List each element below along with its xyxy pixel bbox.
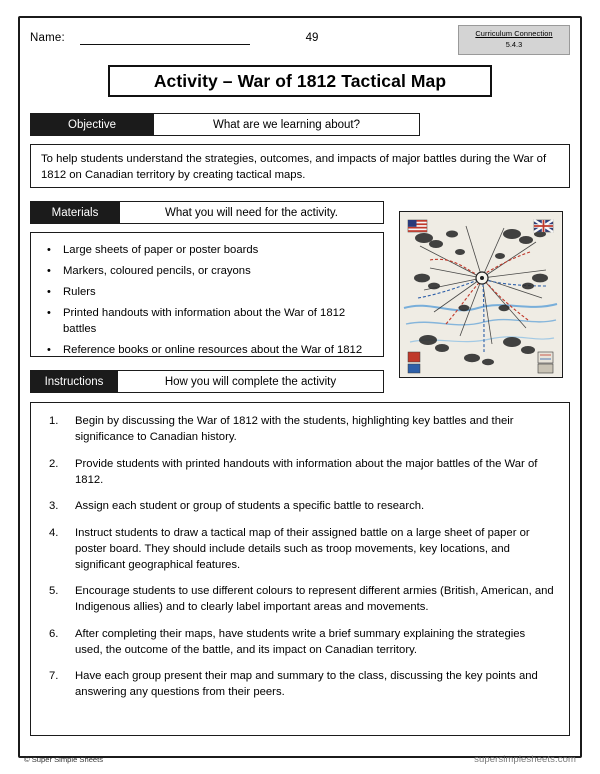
list-item [45, 413, 555, 445]
instructions-tag: Instructions [30, 370, 118, 393]
page-number: 49 [305, 32, 319, 44]
tactical-map-illustration [399, 211, 563, 378]
instructions-description: How you will complete the activity [118, 370, 384, 393]
materials-tag: Materials [30, 201, 120, 224]
step-number: 1. [49, 415, 59, 427]
step-number: 5. [49, 585, 59, 597]
map-artwork [400, 212, 561, 376]
list-item-label: Reference books or online resources about the War of 1812 [63, 343, 363, 356]
bullet-icon: • [47, 244, 51, 256]
list-item [45, 583, 555, 615]
site-url: supersimplesheets.com [474, 754, 576, 765]
activity-title-box [108, 65, 492, 97]
page-header [30, 28, 570, 58]
list-item [45, 668, 555, 700]
list-item [45, 498, 555, 514]
bullet-icon: • [47, 265, 51, 277]
list-item [41, 285, 375, 301]
list-item [41, 343, 375, 359]
step-text: After completing their maps, have students write a brief summary explaining the strategies used, the outcome of the battle, and its impact on Canadian territory. [75, 627, 526, 656]
list-item [45, 456, 555, 488]
name-input-line[interactable] [80, 44, 250, 45]
page-title: Activity – War of 1812 Tactical Map [153, 70, 447, 91]
curriculum-code: 5.4.3 [505, 40, 523, 49]
list-item [41, 264, 375, 280]
bullet-icon: • [47, 343, 51, 356]
curriculum-title: Curriculum Connection [475, 29, 553, 38]
step-text: Assign each student or group of students a specific battle to research. [75, 500, 425, 512]
curriculum-connection-badge [458, 25, 570, 55]
step-text: Provide students with printed handouts with information about the major battles of the War of 1812. [75, 457, 538, 486]
objective-band [30, 113, 420, 136]
list-item [41, 243, 375, 259]
us-flag-icon [408, 220, 427, 232]
step-number: 6. [49, 627, 59, 640]
materials-list [41, 243, 375, 358]
materials-band [30, 201, 384, 224]
instructions-list [45, 413, 555, 700]
union-jack-icon [534, 220, 553, 232]
instructions-body [30, 402, 570, 736]
list-item-label: Markers, coloured pencils, or crayons [63, 265, 251, 277]
list-item-label: Large sheets of paper or poster boards [63, 244, 259, 256]
instructions-band [30, 370, 384, 393]
materials-body [30, 232, 384, 357]
copyright-notice: © Super Simple Sheets [24, 755, 104, 764]
name-label: Name: [30, 32, 65, 44]
list-item-label: Rulers [63, 286, 96, 298]
step-text: Encourage students to use different colours to represent different armies (British, American, and Indigenous allies) and to clearly label important areas and movements. [75, 585, 554, 613]
list-item [41, 306, 375, 337]
bullet-icon: • [47, 286, 51, 298]
bullet-icon: • [47, 307, 51, 319]
step-text: Instruct students to draw a tactical map of their assigned battle on a large sheet of paper or poster board. They should include details such as troop movements, key locations, and significant geographical features. [75, 526, 530, 571]
step-number: 7. [49, 670, 59, 682]
objective-description: What are we learning about? [154, 113, 420, 136]
objective-body: To help students understand the strategies, outcomes, and impacts of major battles during the War of 1812 on Canadian territory by creating tactical maps. [30, 144, 570, 188]
objective-tag: Objective [30, 113, 154, 136]
list-item-label: Printed handouts with information about the War of 1812 battles [63, 307, 346, 335]
step-text: Have each group present their map and summary to the class, discussing the key points and answering any questions from their peers. [75, 670, 538, 698]
step-number: 2. [49, 457, 59, 470]
list-item [45, 525, 555, 573]
list-item [45, 626, 555, 658]
step-number: 4. [49, 526, 59, 539]
materials-description: What you will need for the activity. [120, 201, 384, 224]
step-number: 3. [49, 500, 59, 512]
step-text: Begin by discussing the War of 1812 with the students, highlighting key battles and their significance to Canadian history. [75, 415, 514, 443]
